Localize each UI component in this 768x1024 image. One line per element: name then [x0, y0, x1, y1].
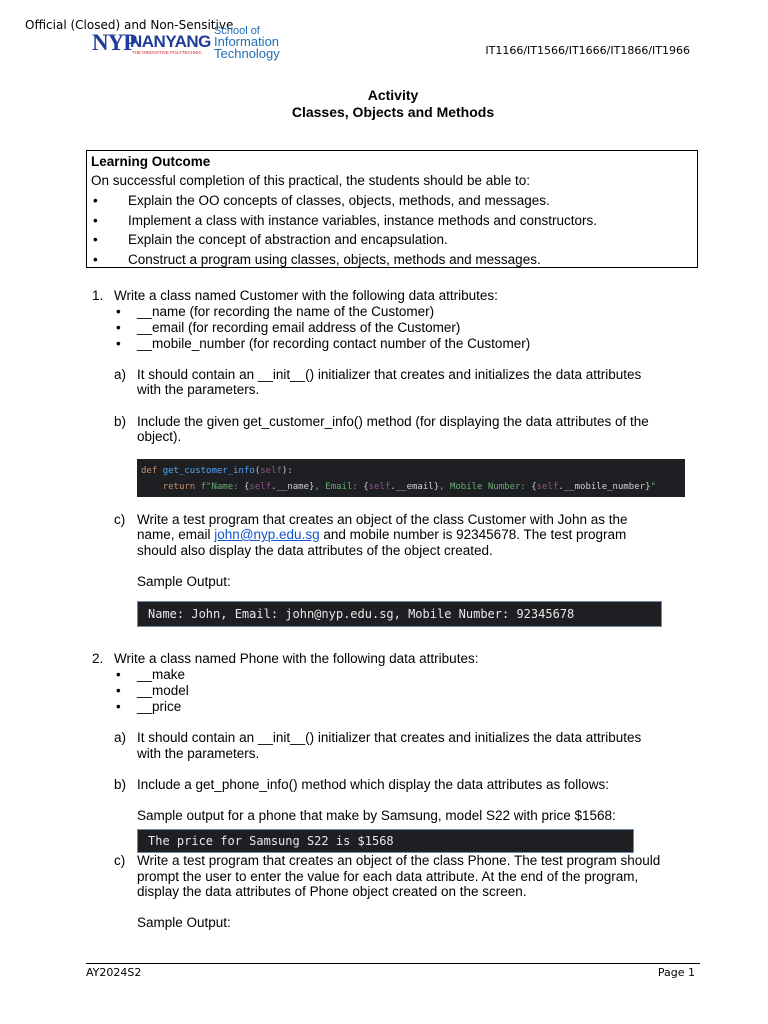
bullet-icon: • — [116, 699, 121, 714]
learning-outcome-item: • Explain the concept of abstraction and encapsulation. — [91, 230, 693, 250]
learning-outcome-item: • Construct a program using classes, objects, methods and messages. — [91, 250, 693, 270]
bullet-icon: • — [116, 336, 121, 351]
q2-c-line3: display the data attributes of Phone object created on the screen. — [137, 884, 527, 899]
bullet-icon: • — [93, 251, 98, 267]
q2-c-line1: Write a test program that creates an object of the class Phone. The test program should — [137, 853, 661, 868]
q1-c-line3: should also display the data attributes of the object created. — [137, 543, 493, 558]
q2-b-line1: Include a get_phone_info() method which display the data attributes as follows: — [137, 777, 610, 792]
learning-outcome-item: • Implement a class with instance variables, instance methods and constructors. — [91, 211, 693, 231]
q1-sample-output: Name: John, Email: john@nyp.edu.sg, Mobile Number: 92345678 — [137, 601, 662, 627]
q2-a-label: a) — [114, 730, 127, 745]
q1-attribute: __email (for recording email address of the Customer) — [137, 320, 461, 335]
logo-tagline: THE INNOVATIVE POLYTECHNIC — [132, 50, 202, 55]
q2-attribute: __model — [137, 683, 189, 698]
bullet-icon: • — [116, 304, 121, 319]
q1-b-label: b) — [114, 414, 127, 429]
logo-school — [214, 26, 280, 60]
logo-np: NYP — [92, 30, 137, 55]
bullet-icon: • — [116, 683, 121, 698]
code-line-def: def get_customer_info(self): — [141, 466, 293, 476]
q2-number: 2. — [92, 651, 104, 666]
bullet-icon: • — [93, 193, 98, 208]
q2-attribute: __make — [137, 667, 186, 682]
learning-outcome-list — [91, 191, 693, 269]
q1-c-line1: Write a test program that creates an object of the class Customer with John as the — [137, 512, 628, 527]
footer-page-number: Page 1 — [657, 966, 695, 979]
q2-a-line2: with the parameters. — [137, 746, 260, 761]
q1-text: Write a class named Customer with the following data attributes: — [114, 288, 498, 303]
q1-a-line1: It should contain an __init__() initializer that creates and initializes the data attributes — [137, 367, 642, 382]
code-line-return: return f"Name: {self.__name}, Email: {self.__email}, Mobile Number: {self.__mobile_number}" — [162, 482, 656, 492]
logo-school-line3: Technology — [214, 46, 280, 61]
q1-sample-label: Sample Output: — [137, 574, 231, 589]
page-title-activity: Activity — [367, 87, 419, 103]
bullet-icon: • — [116, 667, 121, 682]
page-title-topic: Classes, Objects and Methods — [291, 104, 495, 120]
logo-school-line1: School of — [214, 25, 260, 37]
learning-outcome-item: • Explain the OO concepts of classes, objects, methods, and messages. — [91, 191, 693, 211]
q2-a-line1: It should contain an __init__() initializer that creates and initializes the data attributes — [137, 730, 642, 745]
classification-label: Official (Closed) and Non-Sensitive — [25, 18, 234, 32]
code-snippet — [137, 459, 685, 497]
q1-attribute: __name (for recording the name of the Customer) — [137, 304, 435, 319]
q2-text: Write a class named Phone with the following data attributes: — [114, 651, 479, 666]
q2-sample-label: Sample Output: — [137, 915, 231, 930]
q2-c-line2: prompt the user to enter the value for each data attribute. At the end of the program, — [137, 869, 639, 884]
logo-nanyang: NANYANG — [130, 32, 211, 51]
q1-b-line2: object). — [137, 429, 182, 444]
footer-divider — [86, 963, 700, 964]
learning-outcome-box — [86, 150, 698, 268]
course-codes: IT1166/IT1566/IT1666/IT1866/IT1966 — [485, 44, 690, 57]
q1-a-line2: with the parameters. — [137, 382, 260, 397]
bullet-icon: • — [116, 320, 121, 335]
q2-b-label: b) — [114, 777, 127, 792]
learning-outcome-intro: On successful completion of this practical, the students should be able to: — [91, 173, 530, 188]
q1-number: 1. — [92, 288, 104, 303]
q1-attribute: __mobile_number (for recording contact number of the Customer) — [137, 336, 531, 351]
email-link[interactable]: john@nyp.edu.sg — [214, 527, 320, 542]
q1-a-label: a) — [114, 367, 127, 382]
learning-outcome-heading: Learning Outcome — [91, 154, 211, 169]
q2-sample-output: The price for Samsung S22 is $1568 — [137, 829, 634, 853]
bullet-icon: • — [93, 232, 98, 247]
q1-b-line1: Include the given get_customer_info() method (for displaying the data attributes of the — [137, 414, 649, 429]
logo-school-line2: Information — [214, 34, 280, 49]
q2-b-sample-desc: Sample output for a phone that make by Samsung, model S22 with price $1568: — [137, 808, 616, 823]
q2-attribute: __price — [137, 699, 182, 714]
q1-c-line2: name, email john@nyp.edu.sg and mobile number is 92345678. The test program — [137, 527, 627, 542]
q1-c-label: c) — [114, 512, 126, 527]
bullet-icon: • — [93, 212, 98, 228]
footer-term: AY2024S2 — [86, 966, 142, 979]
q2-c-label: c) — [114, 853, 126, 868]
